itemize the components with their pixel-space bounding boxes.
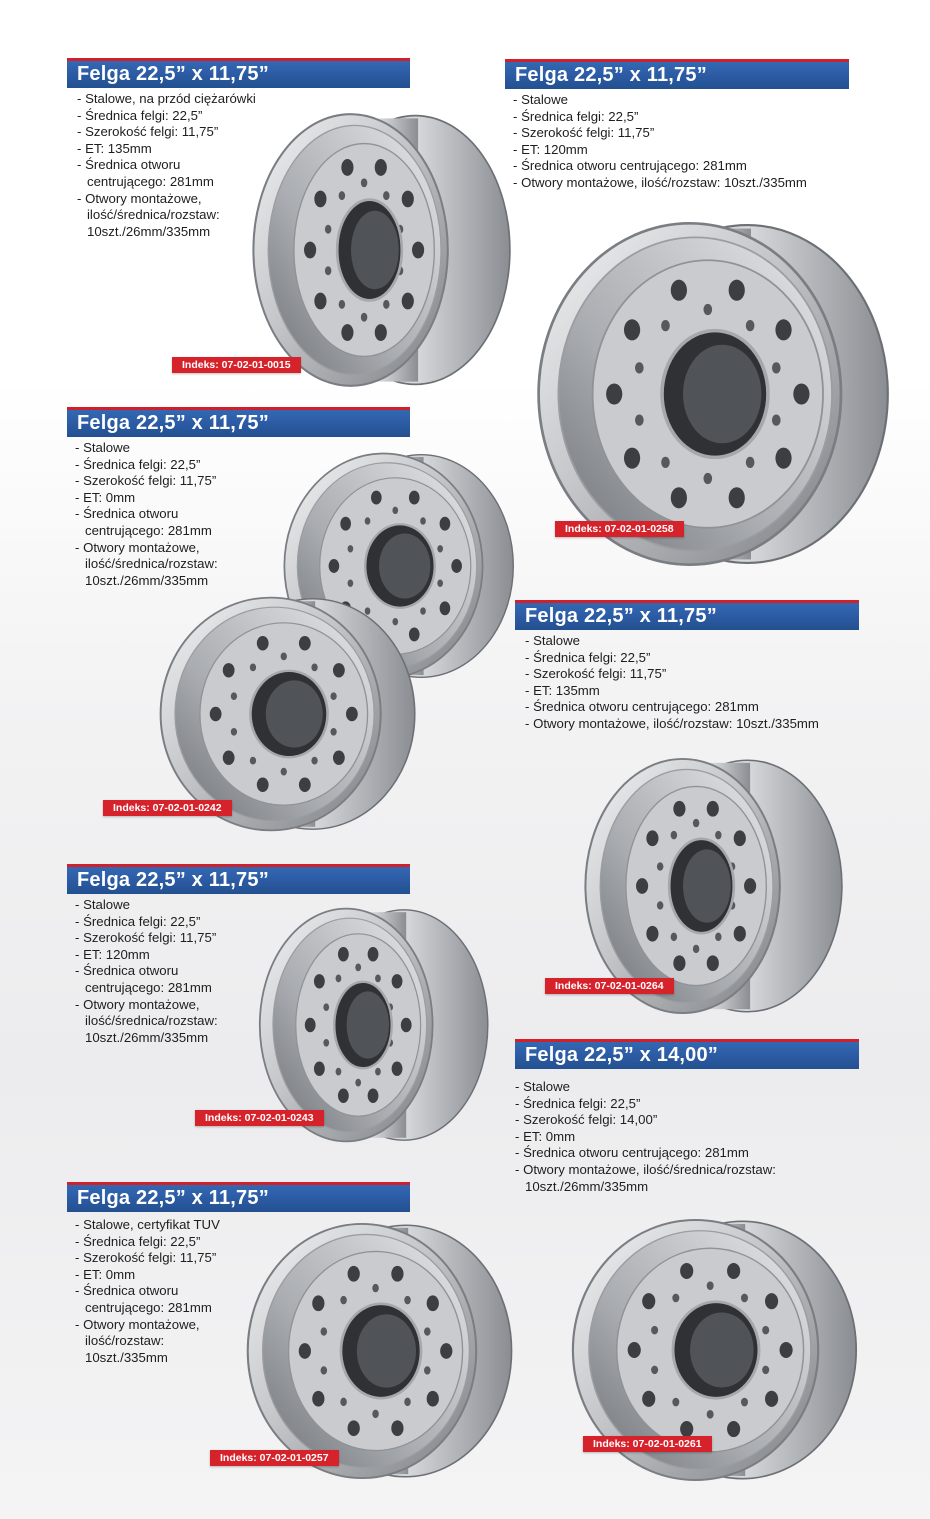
spec-list — [515, 1079, 915, 1195]
spec-item: - Otwory montażowe, ilość/średnica/rozstaw: 10szt./26mm/335mm — [515, 1162, 915, 1195]
spec-item: - Średnica felgi: 22,5” — [515, 1096, 915, 1113]
spec-item: - ET: 0mm — [75, 490, 305, 507]
product-title: Felga 22,5” x 11,75” — [67, 58, 410, 88]
spec-item: - Stalowe — [513, 92, 913, 109]
spec-item: - Średnica otworu centrującego: 281mm — [75, 963, 305, 996]
spec-list — [525, 633, 925, 733]
spec-item: - Średnica otworu centrującego: 281mm — [75, 1283, 305, 1316]
spec-item: - Średnica otworu centrującego: 281mm — [77, 157, 307, 190]
steel-wheel-rim-image — [255, 905, 495, 1145]
product-title: Felga 22,5” x 14,00” — [515, 1039, 859, 1069]
spec-item: - ET: 0mm — [515, 1129, 915, 1146]
spec-item: - Szerokość felgi: 11,75” — [525, 666, 925, 683]
product-index-tag: Indeks: 07-02-01-0258 — [555, 521, 684, 537]
spec-item: - ET: 120mm — [75, 947, 305, 964]
spec-item: - Stalowe, na przód ciężarówki — [77, 91, 307, 108]
product-title: Felga 22,5” x 11,75” — [515, 600, 859, 630]
product-index-tag: Indeks: 07-02-01-0243 — [195, 1110, 324, 1126]
spec-item: - Otwory montażowe, ilość/średnica/rozstaw: 10szt./26mm/335mm — [75, 540, 305, 590]
spec-item: - Szerokość felgi: 11,75” — [75, 930, 305, 947]
spec-item: - Stalowe — [75, 440, 305, 457]
product-title: Felga 22,5” x 11,75” — [67, 1182, 410, 1212]
product-title: Felga 22,5” x 11,75” — [67, 407, 410, 437]
spec-item: - ET: 0mm — [75, 1267, 305, 1284]
steel-wheel-rim-image — [535, 218, 895, 570]
spec-item: - Szerokość felgi: 14,00” — [515, 1112, 915, 1129]
spec-item: - Średnica otworu centrującego: 281mm — [525, 699, 925, 716]
spec-item: - Stalowe — [525, 633, 925, 650]
spec-item: - Średnica felgi: 22,5” — [75, 1234, 305, 1251]
spec-item: - Średnica felgi: 22,5” — [525, 650, 925, 667]
spec-item: - Otwory montażowe, ilość/średnica/rozstaw: 10szt./26mm/335mm — [77, 191, 307, 241]
spec-item: - Otwory montażowe, ilość/rozstaw: 10szt./335mm — [75, 1317, 305, 1367]
spec-item: - Średnica otworu centrującego: 281mm — [75, 506, 305, 539]
product-index-tag: Indeks: 07-02-01-0261 — [583, 1436, 712, 1452]
spec-item: - Średnica felgi: 22,5” — [77, 108, 307, 125]
spec-item: - Średnica felgi: 22,5” — [513, 109, 913, 126]
spec-item: - Szerokość felgi: 11,75” — [77, 124, 307, 141]
spec-item: - Szerokość felgi: 11,75” — [75, 473, 305, 490]
spec-item: - Średnica felgi: 22,5” — [75, 457, 305, 474]
spec-item: - Stalowe, certyfikat TUV — [75, 1217, 305, 1234]
product-title: Felga 22,5” x 11,75” — [505, 59, 849, 89]
spec-item: - ET: 135mm — [525, 683, 925, 700]
spec-list — [513, 92, 913, 192]
steel-wheel-rim-image — [245, 1220, 517, 1482]
product-index-tag: Indeks: 07-02-01-0015 — [172, 357, 301, 373]
spec-item: - Szerokość felgi: 11,75” — [513, 125, 913, 142]
steel-wheel-rim-image — [248, 110, 518, 390]
spec-item: - Otwory montażowe, ilość/rozstaw: 10szt./335mm — [513, 175, 913, 192]
product-title: Felga 22,5” x 11,75” — [67, 864, 410, 894]
spec-item: - Szerokość felgi: 11,75” — [75, 1250, 305, 1267]
spec-item: - Stalowe — [75, 897, 305, 914]
spec-item: - ET: 135mm — [77, 141, 307, 158]
steel-wheel-rim-image — [158, 594, 420, 834]
spec-item: - ET: 120mm — [513, 142, 913, 159]
spec-item: - Średnica otworu centrującego: 281mm — [515, 1145, 915, 1162]
product-index-tag: Indeks: 07-02-01-0242 — [103, 800, 232, 816]
spec-item: - Stalowe — [515, 1079, 915, 1096]
spec-item: - Średnica otworu centrującego: 281mm — [513, 158, 913, 175]
product-index-tag: Indeks: 07-02-01-0264 — [545, 978, 674, 994]
spec-item: - Średnica felgi: 22,5” — [75, 914, 305, 931]
spec-list — [75, 440, 305, 589]
product-index-tag: Indeks: 07-02-01-0257 — [210, 1450, 339, 1466]
spec-item: - Otwory montażowe, ilość/średnica/rozstaw: 10szt./26mm/335mm — [75, 997, 305, 1047]
spec-item: - Otwory montażowe, ilość/rozstaw: 10szt./335mm — [525, 716, 925, 733]
